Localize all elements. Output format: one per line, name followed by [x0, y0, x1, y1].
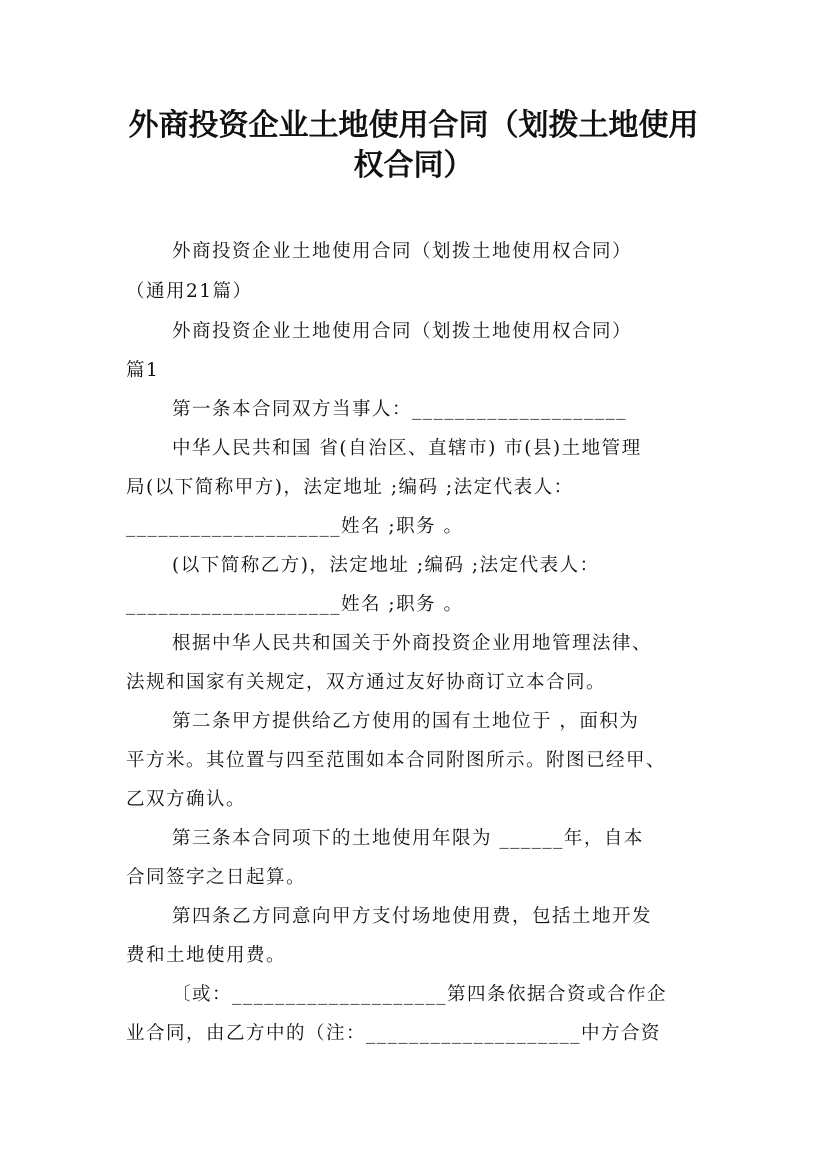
body-line: （通用21篇）: [126, 281, 253, 302]
body-line: 外商投资企业土地使用合同（划拨土地使用权合同）: [172, 321, 633, 342]
body-line: 第一条本合同双方当事人：____________________: [172, 399, 628, 420]
body-line: 第四条乙方同意向甲方支付场地使用费，包括土地开发: [172, 906, 653, 927]
body-line: 局(以下简称甲方)，法定地址 ;编码 ;法定代表人：: [126, 477, 574, 498]
body-line: 费和土地使用费。: [126, 945, 287, 966]
body-line: 业合同，由乙方中的（注：____________________中方合资: [126, 1023, 662, 1044]
body-line: 外商投资企业土地使用合同（划拨土地使用权合同）: [172, 241, 633, 262]
body-line: 平方米。其位置与四至范围如本合同附图所示。附图已经甲、: [126, 750, 667, 771]
body-line: 合同签字之日起算。: [126, 867, 307, 888]
body-line: 第二条甲方提供给乙方使用的国有土地位于 ，面积为: [172, 711, 640, 732]
body-line: 篇1: [126, 360, 160, 381]
body-line: (以下简称乙方)，法定地址 ;编码 ;法定代表人：: [172, 555, 600, 576]
body-line: 中华人民共和国 省(自治区、直辖市) 市(县)土地管理: [172, 438, 642, 459]
body-line: 法规和国家有关规定，双方通过友好协商订立本合同。: [126, 672, 607, 693]
body-line: 乙双方确认。: [126, 789, 247, 810]
body-line: 〔或：____________________第四条依据合资或合作企: [172, 984, 668, 1005]
body-line: ____________________姓名 ;职务 。: [126, 516, 464, 537]
document-title-line-1: 外商投资企业土地使用合同（划拨土地使用: [128, 108, 699, 143]
body-line: 第三条本合同项下的土地使用年限为 ______年，自本: [172, 828, 644, 849]
body-line: ____________________姓名 ;职务 。: [126, 594, 464, 615]
body-line: 根据中华人民共和国关于外商投资企业用地管理法律、: [172, 633, 653, 654]
document-title-line-2: 权合同）: [353, 148, 474, 183]
